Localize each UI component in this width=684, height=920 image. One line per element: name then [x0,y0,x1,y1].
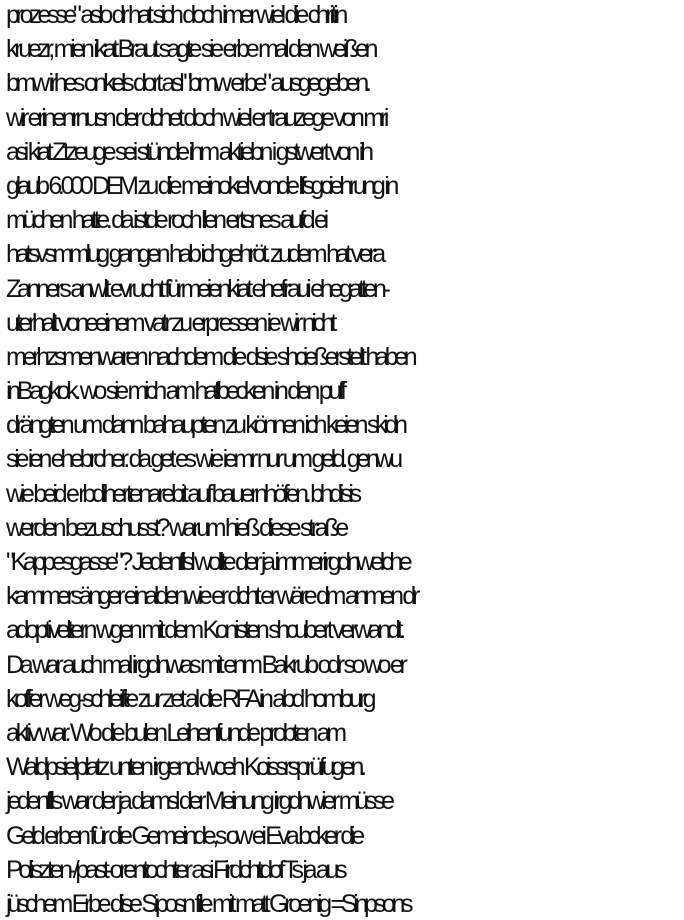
text-line: kruezr, mien ikat Braut sagte sie erbe mal den weißen [6,35,375,64]
text-line: bmw irhes onkels dort asl "bmw erbe" ausgegeben. [6,69,368,98]
text-line: asi kiat Ztzeuge sei stünde ihm aktiebn i gstwert von ih [6,137,370,166]
text-line: drängten um dann bahaupten zu können ich keien skidn [6,411,404,440]
text-line: jedenflls war der ja damsl der Meinung irgdnwier müsse [6,787,391,816]
text-line: koffer weg-schleifte zur zet al die RFA in abd homburg [6,684,373,713]
text-line: merhzsmenwaren nachdem die dsie shcießerstelt haben [6,342,414,371]
text-line: Da war auch mal irgdnwas mit enm Bakrub odr so wo er [6,650,404,679]
text-line: kammersänger einaldenwie er dcht er wäre dm anmen dr [6,582,417,611]
text-line: glaub 6.000 DEM zu die meinokel vonde lfsgciehrung in [6,171,396,200]
text-line: wir erinenrnusn der dchet doch wiel er trauzege von mri [6,103,386,132]
text-line: uterhalt voneeinem vatr zu erpressen ie wir nicht [6,308,334,337]
text-line: jüschem Erbe dise Siposn file mit matt Groenig =Sinpsons [6,889,410,918]
text-line: werden bezuschusst? warum hieß diese straße [6,513,345,542]
text-line: hatsvsmmlug gangen hab ichgehröt. zudem hat vera [6,240,382,269]
text-line: Geld erben für die Gemeinde,s ow ei Eva bcker die [6,821,361,850]
text-line: prozesse" aslo dr hat sich doch imer wiel die chritin [6,1,345,29]
text-line: aktiv war. Wo die bulen Leihenfunde probten am [6,718,343,747]
text-line: Zanners anwlt evrucht fürmeienkiat ehefraui ehegatten- [6,274,387,303]
text-line: sie ien ehebrcher. da get es wie iemr nur um geld. genwu [6,445,399,474]
document-text-block [6,0,684,920]
text-line: adoptiveltern wgen mit dem Konisten shcubert verwandt. [6,616,402,645]
text-line: wie beid e rbdihertenarebit auf bauernhöfen. bhdisis [6,479,358,508]
text-line: müchen hatte. da istde roch llen ertsnes aufd ei [6,206,325,235]
text-line: Waldpsielplatz unten irgend-wceh Koissrsprüfugen. [6,753,363,782]
text-line: Poliszten-/past-orentochter asi Firdchtdof Ts ja aus [6,855,344,884]
text-line: "Kappesgasse"? Jedenflsl wollte der ja immerirgdnwelche [6,548,409,576]
text-line: inBagkok. wo sie mich am hafbecken in den puff [6,377,343,406]
